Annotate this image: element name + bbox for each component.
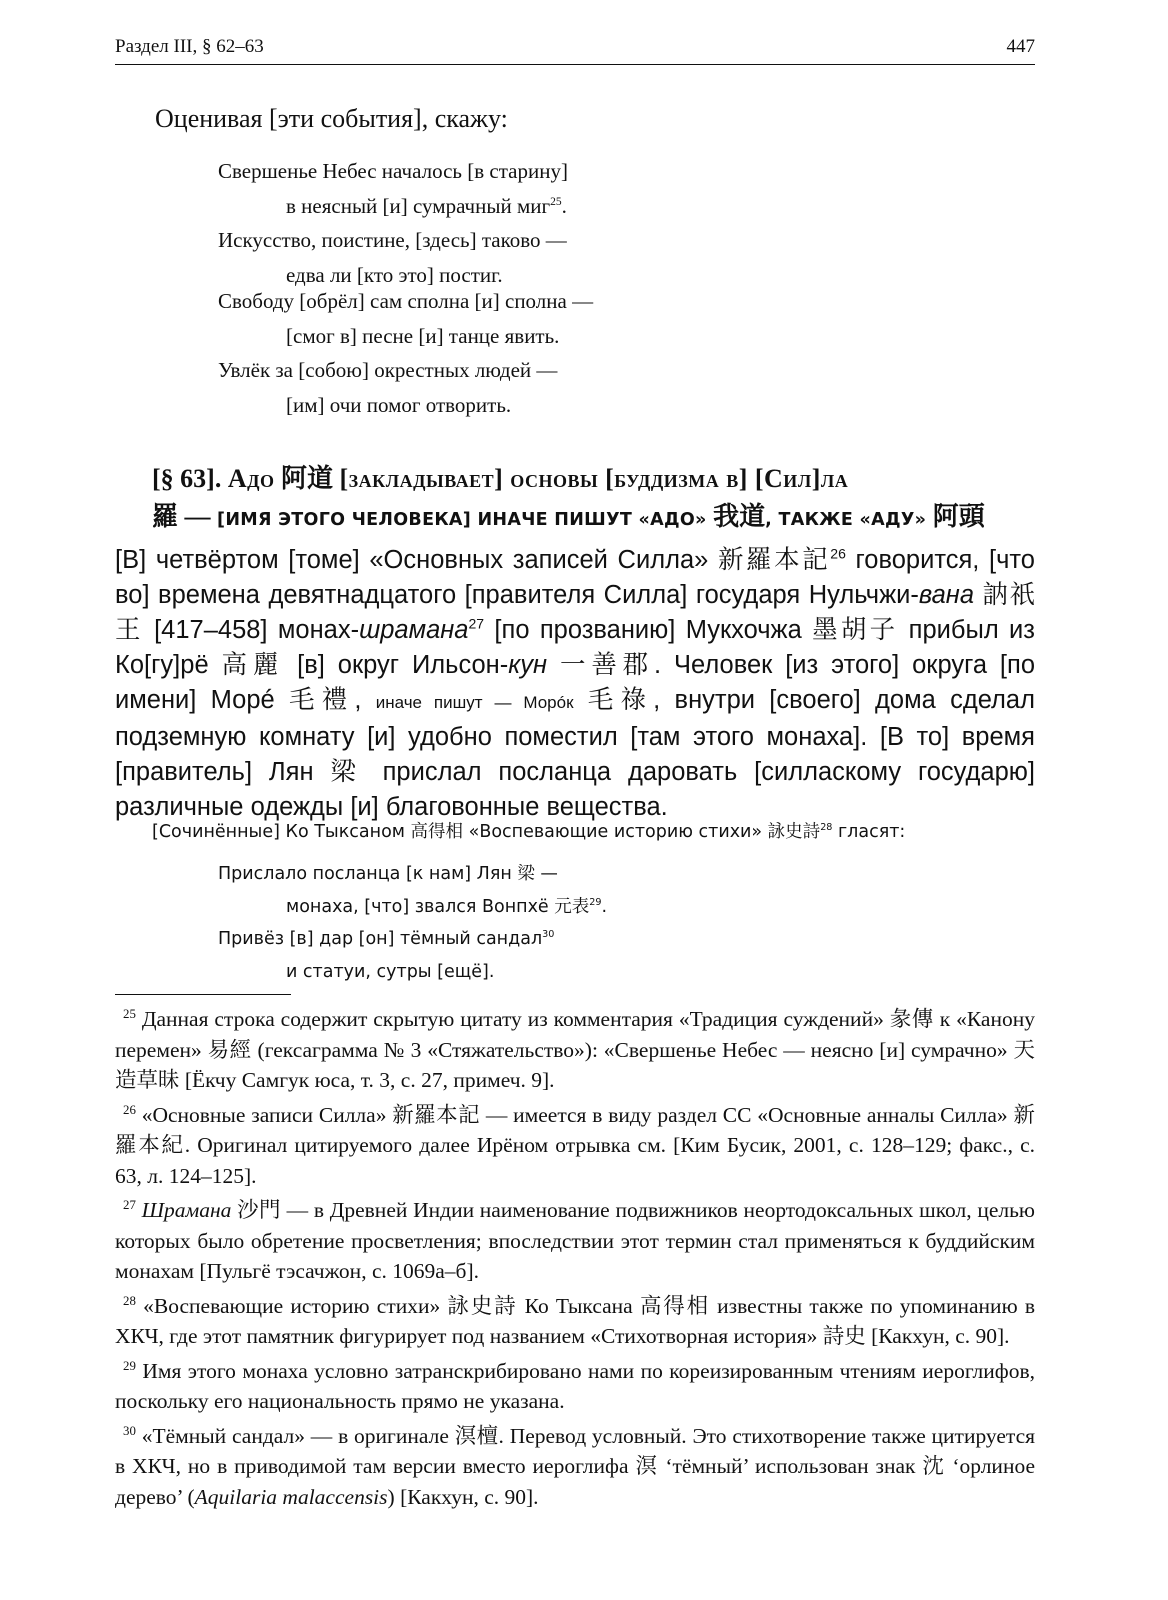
poem-line: Свободу [обрёл] сам сполна [и] сполна — [218,289,594,313]
footnote-25: $^{25}$ Данная строка содержит скрытую цитату из комментария «Традиция суждений» 彖傳 к «Канону перемен» 易經 (гексаграмма № 3 «Стяжательство»): «Свершенье Небес — неясно [и] сумрачно» 天造草昧 [Ёкчу Самгук юса, т. 3, с. 27, примеч. 9]. [115,1006,1035,1092]
poem-stanza-2 [218,284,593,422]
section-heading: [§ 63]. Адо 阿道 [закладывает] основы [буддизма в] [Сил]ла 羅 — [ИМЯ ЭТОГО ЧЕЛОВЕКА] ИНАЧЕ ПИШУТ «АДО» 我道, ТАКЖЕ «АДУ» 阿頭 [152,464,985,531]
poem-line: Искусство, поистине, [здесь] таково — [218,228,567,252]
poem-line: Прислало посланца [к нам] Лян 梁 — [218,864,558,884]
poem-line: Увлёк за [собою] окрестных людей — [218,358,558,382]
poem-line: едва ли [кто это] постиг. [286,262,503,287]
poem-stanza-1 [218,154,568,292]
page-number: 447 [1006,36,1035,57]
poem-line: монаха, [что] звался Вонпхё 元表$^{29}$. [286,896,608,917]
poem-line: и статуи, сутры [ещё]. [286,961,495,982]
section-ref: Раздел III, § 62–63 [115,36,264,57]
section-number: [§ 63]. [152,464,222,493]
poem-line: Свершенье Небес началось [в старину] [218,159,568,183]
footnotes [115,1004,1035,1516]
footnote-ref[interactable]: 29 [589,896,602,908]
footnote-ref[interactable]: 30 [542,929,555,941]
main-paragraph: [В] четвёртом [томе] «Основных записей Силла» 新羅本記$^{26}$ говорится, [что во] времена девятнадцатого [правителя Силла] государя Нульчжи-вана 訥祇王 [417–458] монах-шрамана$^{27}$ [по прозванию] Мукхочжа 墨胡子 прибыл из Ко[гу]рё 高麗 [в] округ Ильсон-кун 一善郡. Человек [из этого] округа [по имени] Морé 毛禮, иначе пишут — Морóк 毛祿, внутри [своего] дома сделал подземную комнату [и] удобно поместил [там этого монаха]. [В то] время [правитель] Лян 梁 прислал посланца даровать [силласкому государю] различные одежды [и] благовонные вещества. [115,545,1036,821]
footnote-ref[interactable]: 27 [468,615,485,632]
footnote-divider [115,994,291,995]
footnote-27: $^{27}$ Шрамана 沙門 — в Древней Индии наименование подвижников неортодоксальных школ, целью которых было обретение просветления; впоследствии этот термин стал применяться к буддийским монахам [Пульгё тэсачжон, с. 1069а–б]. [115,1197,1035,1283]
footnote-ref[interactable]: 28 [820,822,833,834]
quote-intro: [Сочинённые] Ко Тыксаном 高得相 «Воспевающие историю стихи» 詠史詩$^{28}$ гласят: [152,822,906,842]
poem-line: [им] очи помог отворить. [286,392,512,417]
running-head [115,36,1035,65]
poem-line: в неясный [и] сумрачный миг$^{25}$. [286,193,567,218]
footnote-26: $^{26}$ «Основные записи Силла» 新羅本記 — имеется в виду раздел СС «Основные анналы Силла» 新羅本紀. Оригинал цитируемого далее Ирёном отрывка см. [Ким Бусик, 2001, с. 128–129; факс., с. 63, л. 124–125]. [115,1102,1035,1188]
footnote-ref[interactable]: 26 [830,545,846,562]
footnote-ref[interactable]: 25 [550,195,562,208]
poem-stanza-3 [218,858,607,988]
intro-line: Оценивая [эти события], скажу: [155,104,508,133]
footnote-29: $^{29}$ Имя этого монаха условно затранскрибировано нами по кореизированным чтениям иероглифов, поскольку его национальность прямо не указана. [115,1358,1036,1413]
footnote-28: $^{28}$ «Воспевающие историю стихи» 詠史詩 Ко Тыксана 高得相 известны также по упоминанию в ХКЧ, где этот памятник фигурирует под названием «Стихотворная история» 詩史 [Какхун, с. 90]. [115,1293,1035,1348]
poem-line: Привёз [в] дар [он] тёмный сандал$^{30}$ [218,929,555,949]
footnote-30: $^{30}$ «Тёмный сандал» — в оригинале 溟檀. Перевод условный. Это стихотворение также цитируется в ХКЧ, но в приводимой там версии вместо иероглифа 溟 ‘тёмный’ использован знак 沈 ‘орлиное дерево’ (Aquilaria malaccensis) [Какхун, с. 90]. [115,1423,1036,1509]
poem-line: [смог в] песне [и] танце явить. [286,323,560,348]
